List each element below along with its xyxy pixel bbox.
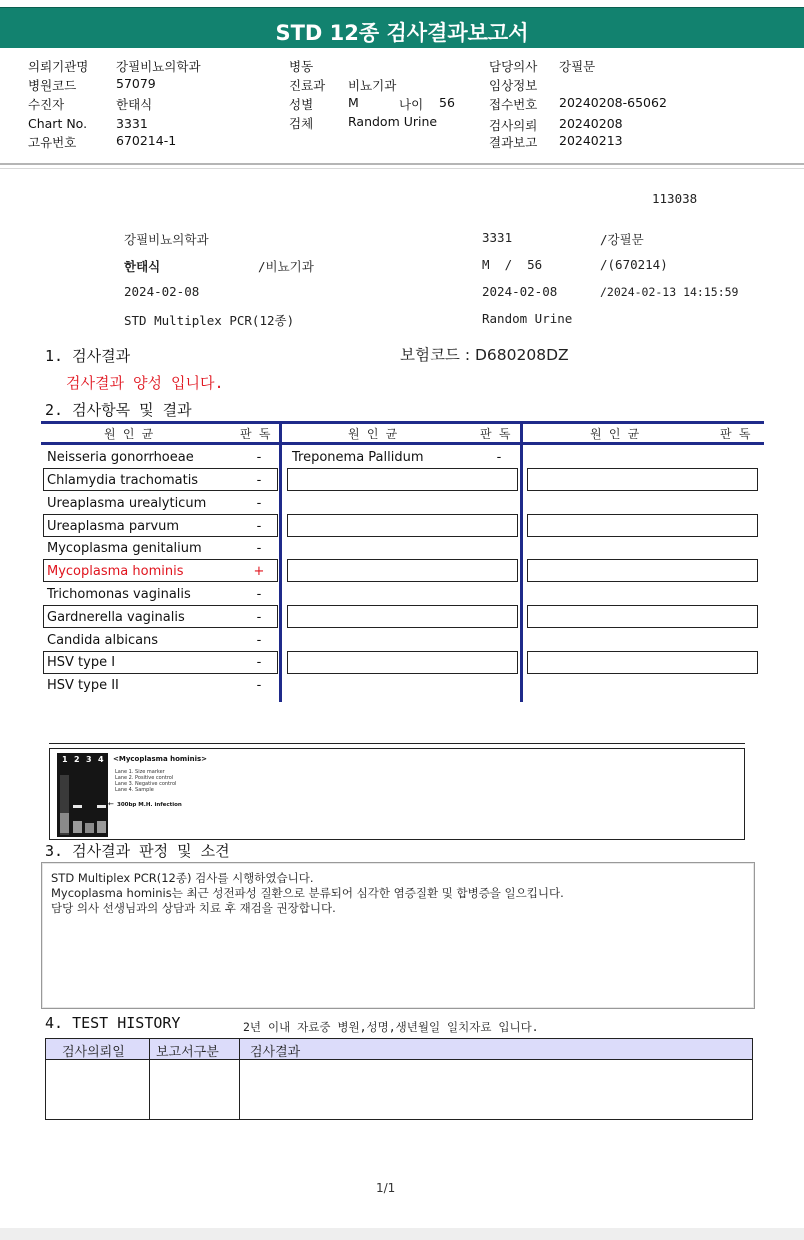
clinical-label: 임상정보 bbox=[489, 78, 538, 93]
history-col-divider bbox=[239, 1039, 240, 1119]
row-box bbox=[527, 651, 758, 674]
row-box bbox=[527, 605, 758, 628]
lane-label: 3 bbox=[86, 755, 92, 764]
section4-heading: 4. TEST HISTORY bbox=[45, 1014, 181, 1032]
report-number: 113038 bbox=[652, 191, 698, 206]
report-label: 결과보고 bbox=[489, 135, 538, 150]
row-box bbox=[287, 468, 518, 491]
meta-test: STD Multiplex PCR(12종) bbox=[124, 313, 295, 328]
unique-no-label: 고유번호 bbox=[28, 135, 77, 150]
organism-result: - bbox=[256, 519, 262, 534]
organism-name: Neisseria gonorrhoeae bbox=[47, 450, 194, 465]
organism-result: - bbox=[256, 610, 262, 625]
row-box bbox=[527, 514, 758, 537]
history-note: 2년 이내 자료중 병원,성명,생년월일 일치자료 입니다. bbox=[243, 1020, 539, 1034]
gel-legend: Lane 2. Positive control bbox=[115, 775, 174, 781]
chart-no-value: 3331 bbox=[116, 116, 148, 131]
organism-result: - bbox=[256, 541, 262, 556]
ward-label: 병동 bbox=[289, 59, 314, 74]
gel-legend: Lane 4. Sample bbox=[115, 787, 154, 793]
row-box bbox=[287, 651, 518, 674]
organism-result: - bbox=[256, 473, 262, 488]
meta-clinic: 강필비뇨의학과 bbox=[124, 232, 209, 247]
hospital-code-label: 병원코드 bbox=[28, 78, 77, 93]
unique-no-value: 670214-1 bbox=[116, 133, 177, 148]
history-table bbox=[45, 1038, 753, 1120]
organism-name: Treponema Pallidum bbox=[292, 450, 424, 465]
organism-result: - bbox=[496, 450, 502, 465]
meta-date2: 2024-02-08 bbox=[482, 284, 558, 299]
organism-name: Gardnerella vaginalis bbox=[47, 610, 185, 625]
lane-label: 2 bbox=[74, 755, 80, 764]
receipt-label: 접수번호 bbox=[489, 97, 538, 112]
organism-name: HSV type I bbox=[47, 655, 116, 670]
col1-judge-header: 판 독 bbox=[240, 427, 271, 441]
report-title-bar bbox=[0, 7, 804, 48]
gel-legend: Lane 3. Negative control bbox=[115, 781, 177, 787]
age-label: 나이 bbox=[399, 97, 424, 112]
sex-label: 성별 bbox=[289, 97, 314, 112]
table-col-divider-2 bbox=[520, 421, 523, 702]
header-divider bbox=[0, 163, 804, 165]
organism-name: Ureaplasma urealyticum bbox=[47, 496, 207, 511]
lane-label: 1 bbox=[62, 755, 68, 764]
history-col-result: 검사결과 bbox=[250, 1045, 301, 1060]
sex-value: M bbox=[348, 95, 359, 110]
organism-result: - bbox=[256, 450, 262, 465]
patient-value: 한태식 bbox=[116, 97, 153, 112]
report-value: 20240213 bbox=[559, 133, 623, 148]
page-number: 1/1 bbox=[376, 1181, 396, 1195]
dept-label: 진료과 bbox=[289, 78, 326, 93]
gel-bands bbox=[57, 753, 108, 837]
organism-result: - bbox=[256, 678, 262, 693]
band-arrow-icon: ← bbox=[108, 800, 114, 808]
history-col-divider bbox=[149, 1039, 150, 1119]
gel-title: <Mycoplasma hominis> bbox=[113, 755, 208, 763]
organism-name: Chlamydia trachomatis bbox=[47, 473, 199, 488]
col2-judge-header: 판 독 bbox=[480, 427, 511, 441]
organism-name: Ureaplasma parvum bbox=[47, 519, 180, 534]
section2-heading: 2. 검사항목 및 결과 bbox=[45, 401, 192, 419]
request-label: 검사의뢰 bbox=[489, 118, 538, 133]
organism-name-positive: Mycoplasma hominis bbox=[47, 564, 184, 579]
col2-org-header: 원 인 균 bbox=[348, 427, 398, 441]
meta-doctor: /강필문 bbox=[600, 232, 644, 247]
gel-image bbox=[57, 753, 108, 837]
row-box bbox=[287, 514, 518, 537]
report-title: STD 12종 검사결과보고서 bbox=[275, 21, 529, 45]
organism-name: Trichomonas vaginalis bbox=[47, 587, 191, 602]
doctor-value: 강필문 bbox=[559, 59, 596, 74]
doctor-label: 담당의사 bbox=[489, 59, 538, 74]
organism-name: HSV type II bbox=[47, 678, 119, 693]
age-value: 56 bbox=[439, 95, 455, 110]
col1-org-header: 원 인 균 bbox=[104, 427, 154, 441]
meta-birth: /(670214) bbox=[600, 257, 668, 272]
meta-specimen: Random Urine bbox=[482, 311, 573, 326]
meta-name: 한태식 bbox=[124, 259, 161, 274]
col3-judge-header: 판 독 bbox=[720, 427, 751, 441]
table-col-divider-1 bbox=[279, 421, 282, 702]
meta-date1: 2024-02-08 bbox=[124, 284, 200, 299]
organism-result: - bbox=[256, 633, 262, 648]
history-table-header bbox=[46, 1039, 752, 1060]
organism-result: - bbox=[256, 496, 262, 511]
hospital-code-value: 57079 bbox=[116, 76, 156, 91]
section1-heading: 1. 검사결과 bbox=[45, 347, 131, 365]
organism-result: - bbox=[256, 655, 262, 670]
gel-electrophoresis-panel bbox=[49, 748, 745, 840]
findings-line: STD Multiplex PCR(12종) 검사를 시행하였습니다. bbox=[51, 871, 314, 885]
row-box bbox=[287, 559, 518, 582]
chart-no-label: Chart No. bbox=[28, 116, 88, 131]
patient-label: 수진자 bbox=[28, 97, 65, 112]
header-divider-thin bbox=[0, 168, 804, 169]
dept-value: 비뇨기과 bbox=[348, 78, 397, 93]
table-header-rule bbox=[41, 442, 764, 445]
gel-top-rule bbox=[49, 743, 745, 744]
history-col-report-type: 보고서구분 bbox=[156, 1045, 219, 1060]
meta-datetime: /2024-02-13 14:15:59 bbox=[600, 285, 739, 299]
table-top-rule bbox=[41, 421, 764, 424]
row-box bbox=[527, 559, 758, 582]
specimen-value: Random Urine bbox=[348, 114, 438, 129]
meta-chart: 3331 bbox=[482, 230, 513, 245]
organism-name: Mycoplasma genitalium bbox=[47, 541, 202, 556]
meta-dept: /비뇨기과 bbox=[258, 259, 314, 274]
row-box bbox=[287, 605, 518, 628]
insurance-code: 보험코드 : D680208DZ bbox=[400, 346, 569, 364]
request-value: 20240208 bbox=[559, 116, 623, 131]
lane-label: 4 bbox=[98, 755, 104, 764]
organism-result-positive: + bbox=[253, 564, 265, 579]
institution-value: 강필비뇨의학과 bbox=[116, 59, 201, 74]
history-col-request-date: 검사의뢰일 bbox=[62, 1045, 125, 1060]
specimen-label: 검체 bbox=[289, 116, 314, 131]
meta-sex-age: M / 56 bbox=[482, 257, 543, 272]
gel-legend: Lane 1. Size marker bbox=[115, 769, 165, 775]
findings-line: Mycoplasma hominis는 최근 성전파성 질환으로 분류되어 심각한 염증질환 및 합병증을 일으킵니다. bbox=[51, 886, 564, 900]
gel-band-label: 300bp M.H. infection bbox=[117, 802, 182, 808]
result-summary: 검사결과 양성 입니다. bbox=[66, 374, 224, 392]
row-box bbox=[527, 468, 758, 491]
section3-heading: 3. 검사결과 판정 및 소견 bbox=[45, 842, 230, 860]
institution-label: 의뢰기관명 bbox=[28, 59, 89, 74]
findings-line: 담당 의사 선생님과의 상담과 치료 후 재검을 권장합니다. bbox=[51, 901, 336, 915]
col3-org-header: 원 인 균 bbox=[590, 427, 640, 441]
receipt-value: 20240208-65062 bbox=[559, 95, 667, 110]
page-bottom-band bbox=[0, 1228, 804, 1240]
organism-result: - bbox=[256, 587, 262, 602]
findings-box bbox=[41, 862, 755, 1009]
organism-name: Candida albicans bbox=[47, 633, 159, 648]
